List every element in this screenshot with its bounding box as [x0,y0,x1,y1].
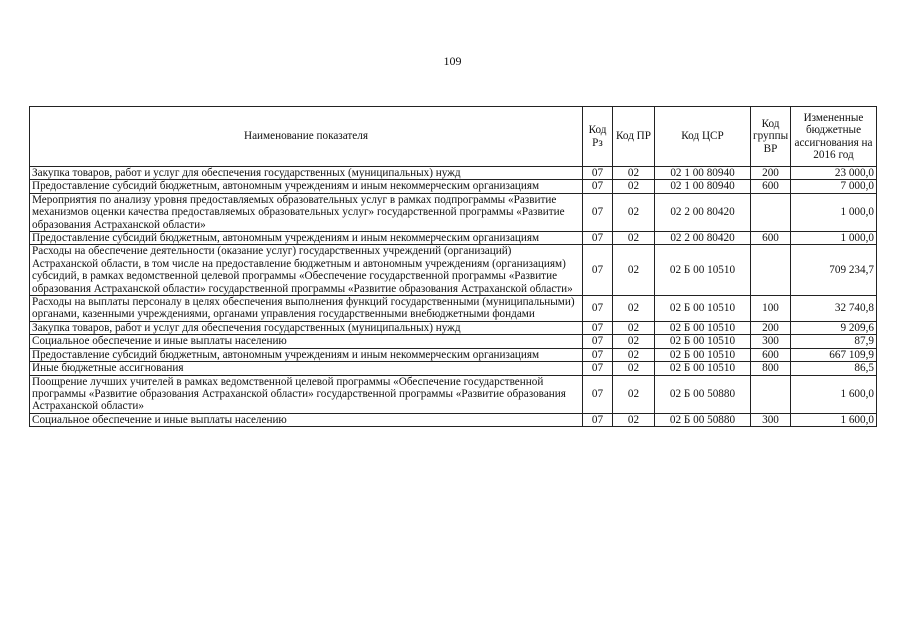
cell-csr: 02 Б 00 10510 [655,335,751,348]
header-amount: Измененные бюджетные ассигнования на 2016 год [791,107,877,167]
cell-csr: 02 1 00 80940 [655,180,751,193]
table-header-row [30,107,877,167]
cell-pr: 02 [613,362,655,375]
cell-csr: 02 Б 00 10510 [655,348,751,361]
cell-vr [751,245,791,296]
cell-csr: 02 Б 00 10510 [655,296,751,322]
cell-vr: 200 [751,167,791,180]
cell-name: Мероприятия по анализу уровня предоставляемых образовательных услуг в рамках подпрограммы «Развитие механизмов оценки качества предоставляемых образовательных услуг» государственной программы «Развитие образования Астраханской области» [30,193,583,231]
cell-name: Социальное обеспечение и иные выплаты населению [30,335,583,348]
header-vr: Код группы ВР [751,107,791,167]
table-row [30,193,877,231]
header-rz: Код Рз [583,107,613,167]
cell-amount: 7 000,0 [791,180,877,193]
table-row [30,362,877,375]
cell-name: Социальное обеспечение и иные выплаты населению [30,413,583,426]
cell-name: Расходы на выплаты персоналу в целях обеспечения выполнения функций государственными (муниципальными) органами, казенными учреждениями, органами управления государственными внебюджетными фондами [30,296,583,322]
page-number: 109 [443,54,462,68]
cell-vr: 300 [751,413,791,426]
cell-name: Расходы на обеспечение деятельности (оказание услуг) государственных учреждений (организаций) Астраханской области, в том числе на предоставление бюджетным и автономным учреждениям (организациям) субсидий, в рамках ведомственной целевой программы «Обеспечение государственной программы «Развитие образования Астраханской области» государственной программы «Развитие образования Астраханской области» [30,245,583,296]
cell-name: Поощрение лучших учителей в рамках ведомственной целевой программы «Обеспечение государственной программы «Развитие образования Астраханской области» государственной программы «Развитие образования Астраханской области» [30,375,583,413]
cell-vr: 600 [751,348,791,361]
table-row [30,413,877,426]
cell-vr: 600 [751,232,791,245]
cell-csr: 02 Б 00 50880 [655,413,751,426]
cell-pr: 02 [613,348,655,361]
table-row [30,245,877,296]
cell-pr: 02 [613,245,655,296]
table-row [30,321,877,334]
cell-amount: 667 109,9 [791,348,877,361]
cell-amount: 9 209,6 [791,321,877,334]
cell-csr: 02 2 00 80420 [655,232,751,245]
cell-rz: 07 [583,245,613,296]
cell-pr: 02 [613,193,655,231]
table-row [30,232,877,245]
cell-name: Закупка товаров, работ и услуг для обеспечения государственных (муниципальных) нужд [30,321,583,334]
header-csr: Код ЦСР [655,107,751,167]
table-row [30,375,877,413]
cell-pr: 02 [613,375,655,413]
cell-amount: 23 000,0 [791,167,877,180]
cell-rz: 07 [583,193,613,231]
cell-rz: 07 [583,296,613,322]
table-row [30,348,877,361]
cell-csr: 02 Б 00 10510 [655,362,751,375]
cell-rz: 07 [583,348,613,361]
cell-name: Иные бюджетные ассигнования [30,362,583,375]
cell-amount: 1 600,0 [791,413,877,426]
cell-rz: 07 [583,375,613,413]
cell-csr: 02 Б 00 50880 [655,375,751,413]
cell-pr: 02 [613,413,655,426]
cell-rz: 07 [583,180,613,193]
cell-rz: 07 [583,232,613,245]
cell-amount: 709 234,7 [791,245,877,296]
cell-pr: 02 [613,167,655,180]
cell-pr: 02 [613,296,655,322]
cell-rz: 07 [583,321,613,334]
cell-name: Предоставление субсидий бюджетным, автономным учреждениям и иным некоммерческим организациям [30,180,583,193]
cell-vr: 300 [751,335,791,348]
cell-csr: 02 Б 00 10510 [655,245,751,296]
cell-amount: 1 000,0 [791,193,877,231]
cell-csr: 02 Б 00 10510 [655,321,751,334]
cell-csr: 02 1 00 80940 [655,167,751,180]
cell-vr [751,193,791,231]
cell-amount: 87,9 [791,335,877,348]
header-name: Наименование показателя [30,107,583,167]
table-row [30,180,877,193]
cell-rz: 07 [583,167,613,180]
header-pr: Код ПР [613,107,655,167]
cell-vr: 800 [751,362,791,375]
cell-vr [751,375,791,413]
cell-pr: 02 [613,180,655,193]
cell-vr: 100 [751,296,791,322]
table-row [30,296,877,322]
cell-rz: 07 [583,362,613,375]
cell-amount: 86,5 [791,362,877,375]
cell-csr: 02 2 00 80420 [655,193,751,231]
cell-name: Предоставление субсидий бюджетным, автономным учреждениям и иным некоммерческим организациям [30,348,583,361]
table-row [30,335,877,348]
cell-pr: 02 [613,335,655,348]
cell-amount: 1 600,0 [791,375,877,413]
cell-vr: 200 [751,321,791,334]
cell-pr: 02 [613,321,655,334]
cell-name: Предоставление субсидий бюджетным, автономным учреждениям и иным некоммерческим организациям [30,232,583,245]
table-row [30,167,877,180]
cell-pr: 02 [613,232,655,245]
cell-vr: 600 [751,180,791,193]
cell-name: Закупка товаров, работ и услуг для обеспечения государственных (муниципальных) нужд [30,167,583,180]
cell-amount: 1 000,0 [791,232,877,245]
cell-rz: 07 [583,335,613,348]
budget-table [29,106,877,427]
cell-amount: 32 740,8 [791,296,877,322]
cell-rz: 07 [583,413,613,426]
